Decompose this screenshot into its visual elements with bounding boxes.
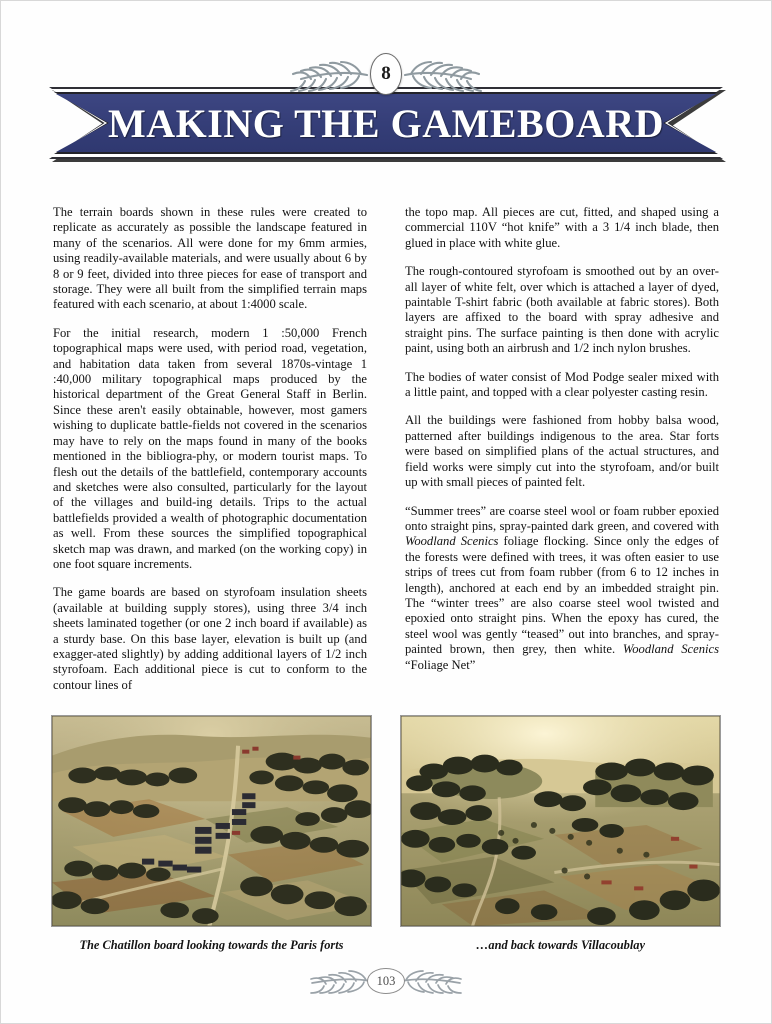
- figure-caption: The Chatillon board looking towards the Paris forts: [79, 938, 344, 952]
- figure-caption: …and back towards Villacoublay: [475, 938, 645, 952]
- text-run: foliage flocking. Since only the edges of the forests were defined with trees, it was often easier to use strips of trees cut from foam rubber (from 6 to 12 inches in length), anchored at each end by an imbedded straight pin. The “winter trees” are also coarse steel wool twisted and epoxied onto straight pins. When the epoxy has cured, the steel wool was gently “teased” out into branches, and spray-painted brown, then grey, then white.: [405, 534, 720, 657]
- figure-right: [400, 715, 721, 953]
- photo-villacoublay-board: [400, 715, 721, 927]
- page-title: MAKING THE GAMEBOARD: [108, 100, 664, 146]
- text-run: “Summer trees” are coarse steel wool or foam rubber epoxied onto straight pins, spray-painted dark green, and covered with: [405, 503, 719, 533]
- figure-row: [51, 715, 721, 953]
- terrain-diorama-image: [52, 716, 371, 926]
- paragraph: The bodies of water consist of Mod Podge sealer mixed with a little paint, and topped with a clear polyester casting resin.: [405, 369, 719, 400]
- brand-name: Woodland Scenics: [405, 534, 499, 549]
- page-number: 103: [367, 968, 405, 994]
- right-column: [405, 205, 719, 705]
- left-column: [53, 205, 367, 705]
- paragraph: The game boards are based on styrofoam insulation sheets (available at building supply stores), using three 3/4 inch sheets laminated together (or one 2 inch board if available) as a sturdy base. On this base layer, elevation is built up (and exagger-ated slightly) by adding additional layers of 1/2 inch styrofoam. Each additional piece is cut to conform to the contour lines of: [53, 585, 367, 692]
- brand-name: Woodland Scenics: [622, 642, 719, 657]
- photo-chatillon-board: [51, 715, 372, 927]
- chapter-badge: [271, 49, 501, 103]
- terrain-diorama-image: [401, 716, 720, 926]
- page-footer: [1, 961, 771, 1001]
- article-body: [53, 205, 719, 705]
- paragraph-mixed-style: [405, 504, 719, 673]
- paragraph: For the initial research, modern 1 :50,000 French topographical maps were used, with period road, vegetation, and habitation data taken from several 1870s-vintage 1 :40,000 military topographical maps produced by the historical department of the Great General Staff in Berlin. Since these aren't easily obtainable, however, most gamers wishing to duplicate battle-fields not covered in the scenarios may have to rely on the maps found in many of the books mentioned in the bibliogra-phy, or modern tourist maps. To flesh out the details of the battlefield, contemporary accounts and sketches were also consulted, particularly for the layout of the villages and build-ing details. Trips to the actual battlefields provided a wealth of photographic documentation as well. From these sources the simplified topographical sketch map was drawn, and marked (on the working copy) in one foot square increments.: [53, 325, 367, 571]
- paragraph: The terrain boards shown in these rules were created to replicate as accurately as possible the landscape featured in many of the scenarios. All were done for my 6mm armies, using readily-available materials, and were usually about 6 by 8 or 9 feet, divided into three pieces for ease of transport and storage. They were all built from the simplified terrain maps featured with each scenario, at about 1:4000 scale.: [53, 205, 367, 312]
- chapter-number: 8: [370, 53, 402, 95]
- paragraph: the topo map. All pieces are cut, fitted, and shaped using a commercial 110V “hot knife” with a 3 1/4 inch blade, then glued in place with white glue.: [405, 205, 719, 250]
- chapter-header-banner: [1, 49, 771, 159]
- paragraph: All the buildings were fashioned from hobby balsa wood, patterned after buildings indigenous to the area. Star forts were based on simplified plans of the actual structures, and field works were simply cut into the styrofoam, and/or built up with small pieces of painted felt.: [405, 413, 719, 490]
- text-run: “Foliage Net”: [405, 657, 476, 672]
- paragraph: The rough-contoured styrofoam is smoothed out by an over-all layer of white felt, over which is attached a layer of dyed, paintable T-shirt fabric (both available at fabric stores). Both layers are affixed to the board with spray adhesive and straight pins. The surface painting is then done with acrylic paint, using both an airbrush and 1/2 inch nylon brushes.: [405, 264, 719, 356]
- figure-left: [51, 715, 372, 953]
- footer-ornament: [296, 963, 476, 999]
